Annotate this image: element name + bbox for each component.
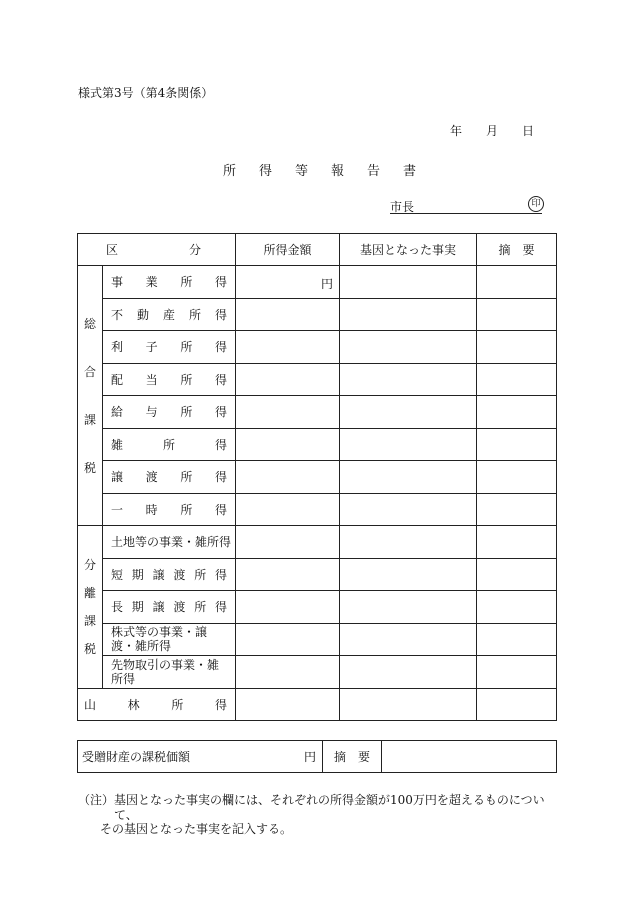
summary-cell[interactable]: [477, 266, 557, 299]
label-char: 当: [145, 372, 158, 387]
summary-cell[interactable]: [477, 461, 557, 494]
yen-unit: 円: [320, 277, 333, 291]
header-amount: 所得金額: [236, 234, 340, 266]
label-char: 得: [214, 567, 227, 582]
label-char: 雑: [111, 437, 124, 452]
summary-cell[interactable]: [477, 656, 557, 689]
label-char: 期: [131, 567, 144, 582]
label-char: 事: [111, 275, 124, 290]
date-year-label: 年: [450, 124, 463, 138]
form-number: 様式第3号（第4条関係）: [78, 86, 214, 100]
footnote-line1: 基因となった事実の欄には、それぞれの所得金額が100万円を超えるものについて、: [114, 793, 545, 822]
label-char: 業: [145, 275, 158, 290]
gift-summary-label: 摘 要: [323, 741, 382, 773]
label-char: 不: [111, 307, 124, 322]
basis-cell[interactable]: [340, 428, 477, 461]
table-row: [78, 396, 557, 429]
basis-cell[interactable]: [340, 331, 477, 364]
table-row: [78, 558, 557, 591]
label-char: 所: [180, 405, 193, 420]
label-char: 得: [214, 470, 227, 485]
table-row: [78, 656, 557, 689]
label-char: 所: [180, 275, 193, 290]
row-label: 先物取引の事業・雑所得: [103, 656, 236, 689]
label-char: 所: [194, 567, 207, 582]
label-char: 長: [111, 600, 124, 615]
amount-cell[interactable]: [236, 396, 340, 429]
row-label: [103, 363, 236, 396]
label-char: 所: [194, 600, 207, 615]
basis-cell[interactable]: [340, 591, 477, 624]
basis-cell[interactable]: [340, 266, 477, 299]
label-char: 所: [162, 437, 175, 452]
row-label: [103, 461, 236, 494]
amount-cell[interactable]: [236, 428, 340, 461]
label-char: 得: [214, 307, 227, 322]
label-char: 子: [145, 340, 158, 355]
basis-cell[interactable]: [340, 298, 477, 331]
amount-cell[interactable]: [236, 526, 340, 559]
row-label-forest: [78, 688, 236, 721]
seal-mark: 印: [528, 196, 544, 212]
row-label: [103, 428, 236, 461]
header-basis: 基因となった事実: [340, 234, 477, 266]
amount-cell[interactable]: [236, 591, 340, 624]
table-row: [78, 266, 557, 299]
label-char: 一: [111, 502, 124, 517]
title-char: 得: [259, 164, 273, 179]
amount-cell[interactable]: [236, 558, 340, 591]
label-char: 配: [111, 372, 124, 387]
table-row: [78, 741, 557, 773]
gift-summary-cell[interactable]: [382, 741, 557, 773]
label-char: 得: [214, 340, 227, 355]
footnote-prefix: （注）: [78, 793, 115, 807]
amount-cell[interactable]: [236, 331, 340, 364]
summary-cell[interactable]: [477, 623, 557, 656]
row-label: [103, 266, 236, 299]
amount-cell[interactable]: [236, 688, 340, 721]
summary-cell[interactable]: [477, 363, 557, 396]
label-char: 所: [188, 307, 201, 322]
label-char: 渡: [173, 600, 186, 615]
summary-cell[interactable]: [477, 688, 557, 721]
table-row: [78, 591, 557, 624]
summary-cell[interactable]: [477, 396, 557, 429]
table-row: [78, 688, 557, 721]
label-char: 山: [84, 697, 97, 712]
income-table: [77, 233, 557, 721]
label-char: 得: [214, 600, 227, 615]
basis-cell[interactable]: [340, 461, 477, 494]
basis-cell[interactable]: [340, 493, 477, 526]
label-char: 産: [162, 307, 175, 322]
label-char: 譲: [152, 600, 165, 615]
amount-cell[interactable]: [236, 461, 340, 494]
label-char: 譲: [111, 470, 124, 485]
group-separate-label: 分 離 課 税: [78, 526, 103, 689]
summary-cell[interactable]: [477, 526, 557, 559]
amount-cell[interactable]: [236, 493, 340, 526]
table-row: [78, 623, 557, 656]
summary-cell[interactable]: [477, 298, 557, 331]
label-char: 所: [180, 470, 193, 485]
table-row: [78, 331, 557, 364]
label-char: 得: [214, 275, 227, 290]
label-char: 得: [214, 372, 227, 387]
label-char: 動: [136, 307, 149, 322]
label-char: 渡: [173, 567, 186, 582]
basis-cell[interactable]: [340, 688, 477, 721]
basis-cell[interactable]: [340, 526, 477, 559]
label-char: 得: [214, 405, 227, 420]
date-month-label: 月: [486, 124, 499, 138]
row-label: [103, 493, 236, 526]
table-row: [78, 526, 557, 559]
title-char: 告: [367, 164, 381, 179]
label-char: 利: [111, 340, 124, 355]
date-day-label: 日: [522, 124, 535, 138]
amount-cell[interactable]: [236, 623, 340, 656]
table-row: [78, 428, 557, 461]
label-char: 時: [145, 502, 158, 517]
summary-cell[interactable]: [477, 428, 557, 461]
row-label: [103, 331, 236, 364]
row-label: 土地等の事業・雑所得: [103, 526, 236, 559]
summary-cell[interactable]: [477, 331, 557, 364]
label-char: 短: [111, 567, 124, 582]
header-summary: 摘 要: [477, 234, 557, 266]
label-char: 得: [214, 437, 227, 452]
basis-cell[interactable]: [340, 396, 477, 429]
gift-property-table: [77, 740, 557, 773]
row-label: [103, 396, 236, 429]
summary-cell[interactable]: [477, 493, 557, 526]
table-row: [78, 461, 557, 494]
mayor-addressee-line: [390, 198, 542, 214]
label-char: 林: [127, 697, 140, 712]
label-char: 所: [180, 502, 193, 517]
title-char: 所: [223, 164, 237, 179]
title-char: 等: [295, 164, 309, 179]
amount-cell[interactable]: [236, 363, 340, 396]
label-char: 与: [145, 405, 158, 420]
title-char: 報: [331, 164, 345, 179]
table-row: [78, 363, 557, 396]
label-char: 給: [111, 405, 124, 420]
label-char: 譲: [152, 567, 165, 582]
label-char: 期: [131, 600, 144, 615]
row-label: [103, 558, 236, 591]
group-general-label: 総 合 課 税: [78, 266, 103, 526]
yen-unit: 円: [303, 750, 316, 764]
amount-cell[interactable]: [236, 298, 340, 331]
table-header-row: [78, 234, 557, 266]
amount-cell[interactable]: [236, 656, 340, 689]
label-char: 所: [180, 340, 193, 355]
amount-cell[interactable]: [236, 266, 340, 299]
basis-cell[interactable]: [340, 558, 477, 591]
title-char: 書: [403, 164, 417, 179]
label-char: 渡: [145, 470, 158, 485]
label-char: 得: [214, 502, 227, 517]
basis-cell[interactable]: [340, 656, 477, 689]
summary-cell[interactable]: [477, 591, 557, 624]
basis-cell[interactable]: [340, 623, 477, 656]
label-char: 所: [171, 697, 184, 712]
row-label: [103, 298, 236, 331]
row-label: [103, 591, 236, 624]
footnote: [78, 793, 568, 836]
label-char: 得: [214, 697, 227, 712]
table-row: [78, 298, 557, 331]
label-char: 所: [180, 372, 193, 387]
header-category: 区 分: [78, 234, 236, 266]
table-row: [78, 493, 557, 526]
mayor-label: 市長: [390, 200, 415, 214]
gift-property-label: 受贈財産の課税価額: [82, 750, 191, 764]
gift-property-value-cell[interactable]: [78, 741, 323, 773]
footnote-line2: その基因となった事実を記入する。: [100, 822, 293, 836]
row-label: 株式等の事業・譲渡・雑所得: [103, 623, 236, 656]
basis-cell[interactable]: [340, 363, 477, 396]
summary-cell[interactable]: [477, 558, 557, 591]
